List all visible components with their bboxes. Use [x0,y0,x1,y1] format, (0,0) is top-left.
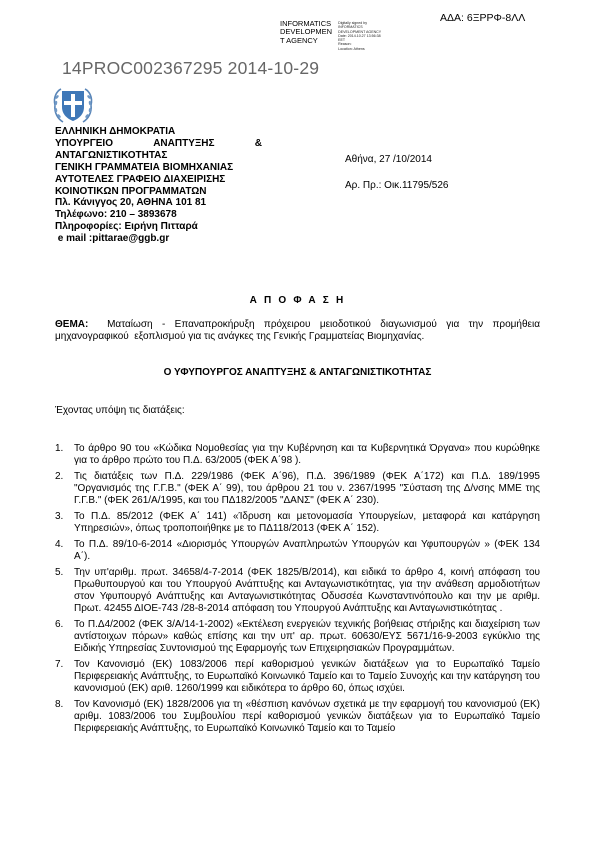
list-item: 6. Το Π.Δ4/2002 (ΦΕΚ 3/Α/14-1-2002) «Εκτέλεση ενεργειών τεχνικής βοήθειας στήριξης και διαχείριση των αντίστοιχων πόρων» καθώς επίσης και την υπ' αρ. πρωτ. 60630/ΕΥΣ 5671/16-9-2003 εγκύκλιο της Ειδικής Υπηρεσίας Συντονισμού της Εφαρμογής των Επιχειρησιακών Προγραμμάτων. [55,619,540,654]
subject-text: Ματαίωση - Επαναπροκήρυξη πρόχειρου μειοδοτικού διαγωνισμού για την προμήθεια μηχανογραφικού εξοπλισμού για τις ανάγκες της Γενικής Γραμματείας Βιομηχανίας. [55,319,543,342]
ministry-line: ΥΠΟΥΡΓΕΙΟ ΑΝΑΠΤΥΞΗΣ & [55,137,262,149]
minister-heading: Ο ΥΦΥΠΟΥΡΓΟΣ ΑΝΑΠΤΥΞΗΣ & ΑΝΤΑΓΩΝΙΣΤΙΚΟΤΗΤΑΣ [163,367,432,378]
phone: Τηλέφωνο: 210 – 3893678 [55,209,177,221]
contact-person: Πληροφορίες: Ειρήνη Πιτταρά [55,221,198,233]
subject-label: ΘΕΜΑ: [55,319,89,330]
general-secretariat: ΓΕΝΙΚΗ ΓΡΑΜΜΑΤΕΙΑ ΒΙΟΜΗΧΑΝΙΑΣ [55,161,234,173]
digital-signature [280,20,398,51]
place-date: Αθήνα, 27 /10/2014 [345,154,432,165]
ada-code: ΑΔΑ: 6ΞΡΡΦ-8ΛΛ [440,12,526,24]
office-name: ΑΥΤΟΤΕΛΕΣ ΓΡΑΦΕΙΟ ΔΙΑΧΕΙΡΙΣΗΣ [55,173,226,185]
subject [55,319,543,343]
list-item: 4. Το Π.Δ. 89/10-6-2014 «Διορισμός Υπουργών Αναπληρωτών Υπουργών και Υφυπουργών » (ΦΕΚ 134 Α΄). [55,539,540,562]
office-name-continued: ΚΟΙΝΟΤΙΚΩΝ ΠΡΟΓΡΑΜΜΑΤΩΝ [55,185,207,197]
list-item: 1. Το άρθρο 90 του «Κώδικα Νομοθεσίας για την Κυβέρνηση και τα Κυβερνητικά Όργανα» που κυρώθηκε για το άρθρο πρώτο του Π.Δ. 63/2005 (ΦΕΚ Α΄98 ). [55,443,540,466]
list-item: 5. Την υπ'αριθμ. πρωτ. 34658/4-7-2014 (ΦΕΚ 1825/Β/2014), και ειδικά το άρθρο 4, κοινή απόφαση του Πρωθυπουργού και του Υπουργού Ανάπτυξης και Ανταγωνιστικότητας, για την ανάθεση αρμοδιοτήτων στον Υφυπουργό Ανάπτυξης και Ανταγωνιστικότητας Οδυσσέα Κωνσταντινόπουλο και την με αριθμ. Πρωτ. 42455 ΔΙΟΕ-743 /28-8-2014 απόφαση του Υπουργού Ανάπτυξης και Ανταγωνιστικότητας . [55,567,540,614]
greek-coat-of-arms-icon [51,85,95,125]
signature-details: Digitally signed by INFORMATICS DEVELOPMENT AGENCY Date: 2014.10.27 13:56:38 EET Reason: Location: Athens [338,21,382,51]
sender-block [55,126,262,245]
list-item: 7. Τον Κανονισμό (ΕΚ) 1083/2006 περί καθορισμού γενικών διατάξεων για το Ευρωπαϊκό Ταμείο Περιφερειακής Ανάπτυξης, το Ευρωπαϊκό Κοινωνικό Ταμείο και το Ταμείο Συνοχής και την κατάργηση του κανονισμού (ΕΚ) αριθ. 1260/1999 και ειδικότερα το άρθρο 60, όπως ισχύει. [55,659,540,694]
signature-organization: INFORMATICS DEVELOPMEN T AGENCY [280,19,333,45]
email: e mail :pittarae@ggb.gr [55,233,170,245]
ministry-line-continued: ΑΝΤΑΓΩΝΙΣΤΙΚΟΤΗΤΑΣ [55,149,168,161]
protocol-number: Αρ. Πρ.: Οικ.11795/526 [345,180,449,191]
intro-text: Έχοντας υπόψη τις διατάξεις: [55,405,185,416]
address: Πλ. Κάνιγγος 20, ΑΘΗΝΑ 101 81 [55,197,207,209]
list-item: 8. Τον Κανονισμό (ΕΚ) 1828/2006 για τη «θέσπιση κανόνων σχετικά με την εφαρμογή του κανονισμού (ΕΚ) αριθμ. 1083/2006 του Συμβουλίου περί καθορισμού γενικών διατάξεων για το Ευρωπαϊκό Ταμείο Περιφερειακής Ανάπτυξης, το Ευρωπαϊκό Κοινωνικό Ταμείο και το Ταμείο [55,699,540,734]
provisions-list [55,443,540,739]
country-name: ΕΛΛΗΝΙΚΗ ΔΗΜΟΚΡΑΤΙΑ [55,126,176,137]
protocol-stamp: 14PROC002367295 2014-10-29 [62,58,320,78]
list-item: 2. Τις διατάξεις των Π.Δ. 229/1986 (ΦΕΚ Α΄96), Π.Δ. 396/1989 (ΦΕΚ Α΄172) και Π.Δ. 189/1995 "Οργανισμός της Γ.Γ.Β." (ΦΕΚ Α΄ 99), του άρθρου 21 του ν. 2367/1995 "Σύσταση της Δ/νσης ΜΜΕ της Γ.Γ.Β." (ΦΕΚ 261/Α/1995, και του ΠΔ182/2005 "ΔΑΝΣ" (ΦΕΚ Α΄ 230). [55,471,540,506]
list-item: 3. Το Π.Δ. 85/2012 (ΦΕΚ Α΄ 141) «Ίδρυση και μετονομασία Υπουργείων, μεταφορά και κατάργηση Υπηρεσιών», όπως τροποποιήθηκε με το ΠΔ118/2013 (ΦΕΚ Α΄ 152). [55,511,540,534]
decision-title: Α Π Ο Φ Α Σ Η [249,295,346,306]
